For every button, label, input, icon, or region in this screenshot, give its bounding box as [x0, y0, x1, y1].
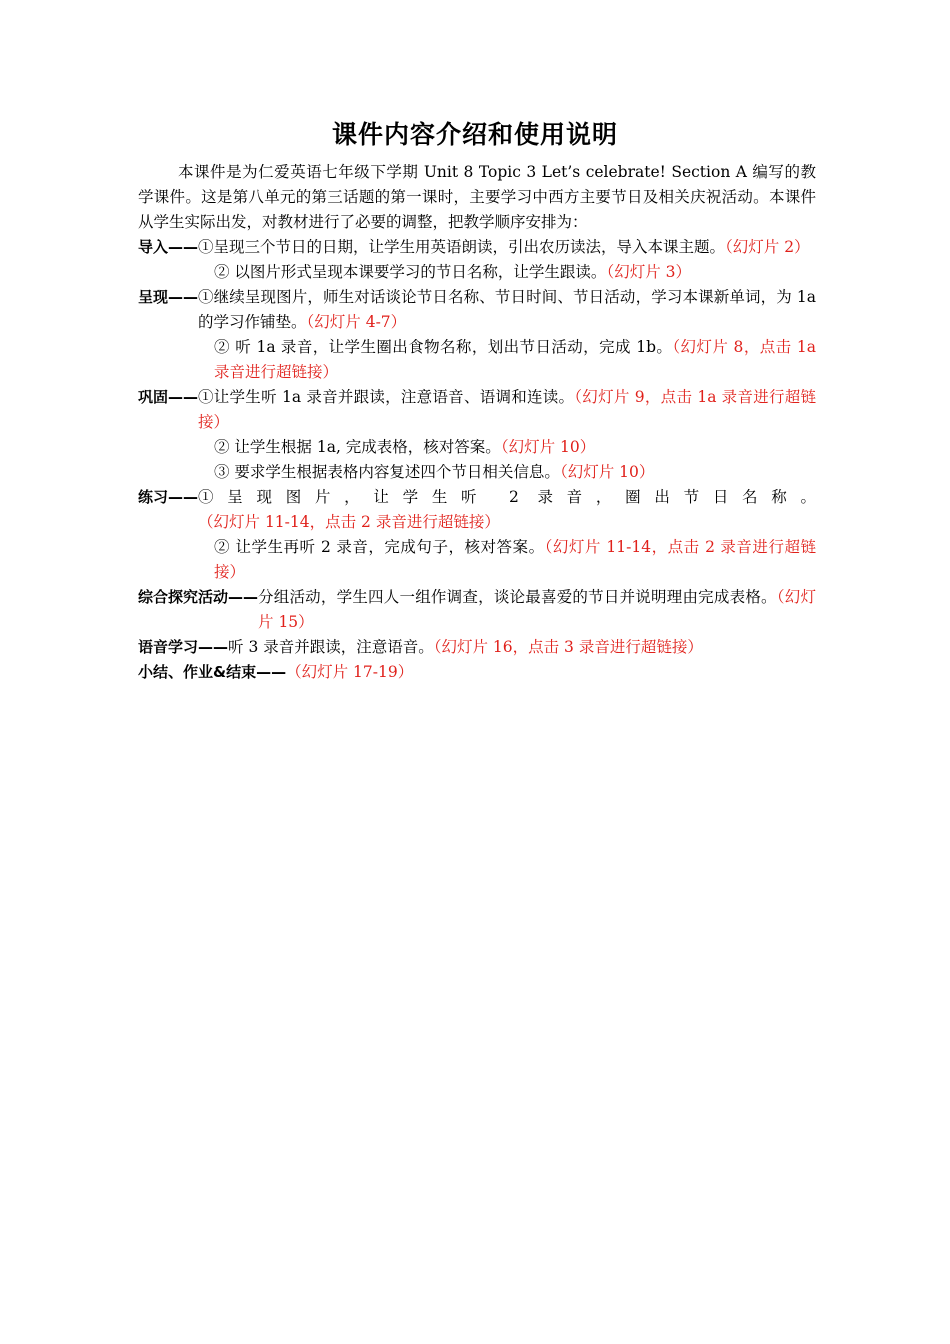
section-item: ③ 要求学生根据表格内容复述四个节日相关信息。（幻灯片 10） [214, 463, 655, 481]
slide-note: （幻灯片 16，点击 3 录音进行超链接） [433, 638, 703, 656]
section-item [286, 660, 816, 685]
slide-note: （幻灯片 10） [500, 438, 596, 456]
section-label: 巩固—— [138, 388, 199, 406]
section-label: 综合探究活动—— [138, 588, 259, 606]
section-lianxi [138, 485, 816, 535]
section-label: 练习—— [138, 488, 199, 506]
slide-note: （幻灯片 17-19） [286, 663, 414, 681]
document-title: 课件内容介绍和使用说明 [331, 120, 618, 149]
section-item: ② 让学生根据 1a, 完成表格，核对答案。（幻灯片 10） [214, 438, 596, 456]
section-item: 听 3 录音并跟读，注意语音。（幻灯片 16，点击 3 录音进行超链接） [228, 638, 703, 656]
section-item: ①呈现图片，让学生听 2 录音，圈出节日名称。（幻灯片 11-14，点击 2 录音进行超链接） [198, 488, 816, 531]
slide-note: （幻灯片 4-7） [306, 313, 407, 331]
section-item: ①继续呈现图片，师生对话谈论节日名称、节日时间、节日活动，学习本课新单词，为 1a 的学习作铺垫。（幻灯片 4-7） [198, 288, 816, 331]
section-item: ② 听 1a 录音，让学生圈出食物名称，划出节日活动，完成 1b。（幻灯片 8，点击 1a 录音进行超链接） [214, 338, 816, 381]
intro-paragraph: 本课件是为仁爱英语七年级下学期 Unit 8 Topic 3 Let’s celebrate! Section A 编写的教学课件。这是第八单元的第三话题的第一课时，主要学习中西方主要节日及相关庆祝活动。本课件从学生实际出发，对教材进行了必要的调整，把教学顺序安排为： [138, 163, 816, 231]
section-item: ② 让学生再听 2 录音，完成句子，核对答案。（幻灯片 11-14，点击 2 录音进行超链接） [214, 538, 816, 581]
section-xiaojie [138, 660, 816, 685]
slide-note: （幻灯片 10） [559, 463, 655, 481]
section-yuyin [138, 635, 816, 660]
section-item: ② 以图片形式呈现本课要学习的节日名称，让学生跟读。（幻灯片 3） [214, 263, 691, 281]
section-chengxian [138, 285, 816, 335]
section-daoru [138, 235, 816, 260]
slide-note: （幻灯片 15） [258, 588, 816, 631]
slide-note: （幻灯片 9，点击 1a 录音进行超链接） [198, 388, 816, 431]
section-label: 导入—— [138, 238, 199, 256]
slide-note: （幻灯片 8，点击 1a 录音进行超链接） [214, 338, 816, 381]
section-gonggu [138, 385, 816, 435]
slide-note: （幻灯片 11-14，点击 2 录音进行超链接） [198, 513, 500, 531]
section-item: ①让学生听 1a 录音并跟读，注意语音、语调和连读。（幻灯片 9，点击 1a 录音进行超链接） [198, 388, 816, 431]
slide-note: （幻灯片 3） [606, 263, 691, 281]
section-item: 分组活动，学生四人一组作调查，谈论最喜爱的节日并说明理由完成表格。（幻灯片 15） [258, 588, 816, 631]
section-item: ①呈现三个节日的日期，让学生用英语朗读，引出农历读法，导入本课主题。（幻灯片 2） [198, 238, 810, 256]
slide-note: （幻灯片 11-14，点击 2 录音进行超链接） [214, 538, 816, 581]
slide-note: （幻灯片 2） [725, 238, 810, 256]
section-label: 小结、作业&结束—— [138, 663, 287, 681]
section-zonghe [138, 585, 816, 635]
section-label: 呈现—— [138, 288, 199, 306]
section-label: 语音学习—— [138, 638, 229, 656]
document-body [138, 160, 816, 685]
